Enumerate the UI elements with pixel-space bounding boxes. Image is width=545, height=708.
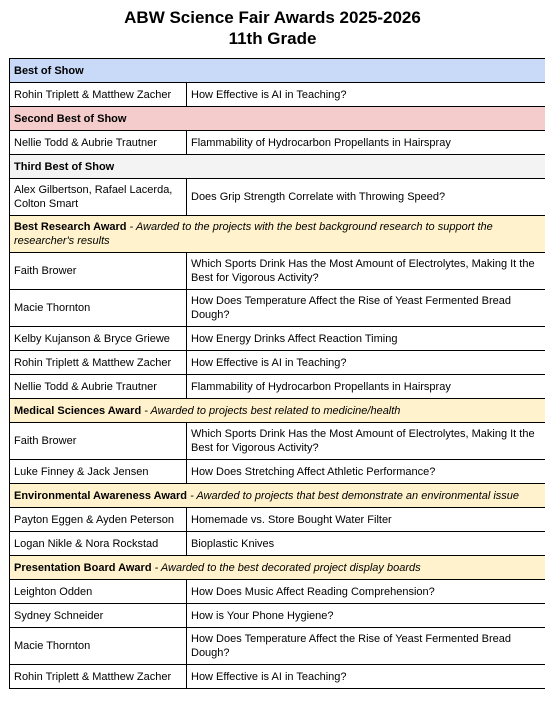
section-title: Environmental Awareness Award (14, 489, 188, 502)
section-title: Presentation Board Award (14, 561, 152, 574)
section-title: Best Research Award (14, 221, 127, 233)
student-names: Rohin Triplett & Matthew Zacher (10, 351, 187, 375)
table-row (10, 253, 545, 290)
project-title: Which Sports Drink Has the Most Amount of Electrolytes, Making It the Best for Vigorous Activity? (187, 423, 545, 460)
student-names: Alex Gilbertson, Rafael Lacerda, Colton Smart (10, 179, 187, 216)
project-title: How Does Stretching Affect Athletic Performance? (187, 460, 545, 484)
title-line-1: ABW Science Fair Awards 2025-2026 (124, 8, 421, 27)
table-row (10, 351, 545, 375)
student-names: Sydney Schneider (10, 604, 187, 628)
section-description: - Awarded to projects that best demonstrate an environmental issue (187, 489, 520, 502)
section-description: - Awarded to the projects with the best background research to support the researcher's results (14, 221, 493, 247)
project-title: How Does Temperature Affect the Rise of Yeast Fermented Bread Dough? (187, 628, 545, 665)
table-row (10, 532, 545, 556)
project-title: Homemade vs. Store Bought Water Filter (187, 508, 545, 532)
table-row (10, 604, 545, 628)
student-names: Kelby Kujanson & Bryce Griewe (10, 327, 187, 351)
project-title: Which Sports Drink Has the Most Amount of Electrolytes, Making It the Best for Vigorous Activity? (187, 253, 545, 290)
section-cell (10, 59, 545, 83)
student-names: Logan Nikle & Nora Rockstad (10, 532, 187, 556)
awards-table (9, 58, 545, 689)
section-title: Medical Sciences Award (14, 404, 142, 417)
section-cell (10, 155, 545, 179)
table-row (10, 665, 545, 689)
project-title: How Effective is AI in Teaching? (187, 665, 545, 689)
student-names: Payton Eggen & Ayden Peterson (10, 508, 187, 532)
table-row (10, 580, 545, 604)
section-title: Third Best of Show (14, 160, 115, 173)
section-description: - Awarded to projects best related to medicine/health (141, 404, 401, 417)
student-names: Faith Brower (10, 253, 187, 290)
project-title: How Does Temperature Affect the Rise of Yeast Fermented Bread Dough? (187, 290, 545, 327)
project-title: How Does Music Affect Reading Comprehension? (187, 580, 545, 604)
table-row (10, 460, 545, 484)
section-header-environmental-awareness-award (10, 484, 545, 508)
section-title: Second Best of Show (14, 112, 127, 125)
section-title: Best of Show (14, 64, 84, 77)
title-line-2: 11th Grade (228, 29, 317, 48)
student-names: Faith Brower (10, 423, 187, 460)
table-row (10, 375, 545, 399)
project-title: How Energy Drinks Affect Reaction Timing (187, 327, 545, 351)
student-names: Rohin Triplett & Matthew Zacher (10, 83, 187, 107)
section-header-third-best-of-show (10, 155, 545, 179)
student-names: Nellie Todd & Aubrie Trautner (10, 131, 187, 155)
project-title: Bioplastic Knives (187, 532, 545, 556)
section-description: - Awarded to the best decorated project display boards (151, 561, 421, 574)
student-names: Luke Finney & Jack Jensen (10, 460, 187, 484)
section-cell (10, 484, 545, 508)
table-row (10, 179, 545, 216)
section-header-presentation-board-award (10, 556, 545, 580)
project-title: Flammability of Hydrocarbon Propellants in Hairspray (187, 375, 545, 399)
section-cell (10, 399, 545, 423)
table-row (10, 423, 545, 460)
project-title: Flammability of Hydrocarbon Propellants in Hairspray (187, 131, 545, 155)
student-names: Rohin Triplett & Matthew Zacher (10, 665, 187, 689)
section-header-second-best-of-show (10, 107, 545, 131)
project-title: How Effective is AI in Teaching? (187, 83, 545, 107)
section-cell (10, 216, 545, 253)
table-row (10, 83, 545, 107)
section-header-best-of-show (10, 59, 545, 83)
student-names: Macie Thornton (10, 290, 187, 327)
section-cell (10, 107, 545, 131)
project-title: Does Grip Strength Correlate with Throwing Speed? (187, 179, 545, 216)
document-title (0, 0, 545, 49)
table-row (10, 628, 545, 665)
table-row (10, 131, 545, 155)
project-title: How is Your Phone Hygiene? (187, 604, 545, 628)
table-row (10, 508, 545, 532)
section-cell (10, 556, 545, 580)
table-row (10, 327, 545, 351)
table-row (10, 290, 545, 327)
section-header-medical-sciences-award (10, 399, 545, 423)
section-header-best-research-award (10, 216, 545, 253)
project-title: How Effective is AI in Teaching? (187, 351, 545, 375)
student-names: Nellie Todd & Aubrie Trautner (10, 375, 187, 399)
student-names: Leighton Odden (10, 580, 187, 604)
student-names: Macie Thornton (10, 628, 187, 665)
